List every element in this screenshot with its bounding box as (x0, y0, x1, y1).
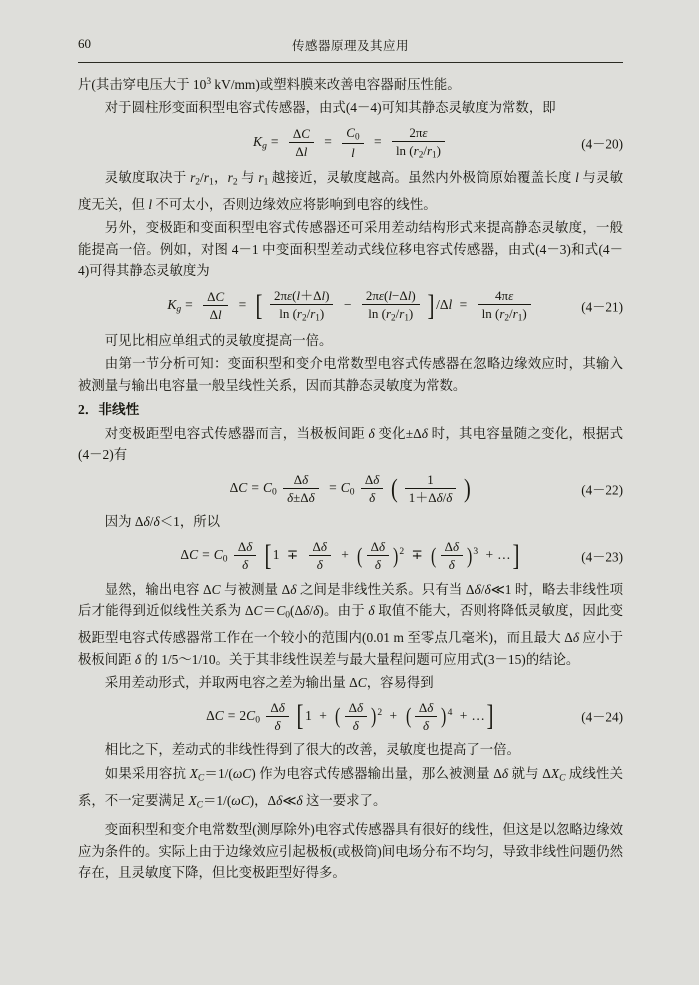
paragraph-5: 可见比相应单组式的灵敏度提高一倍。 (104, 332, 333, 348)
paragraph-12: 如果采用容抗 $X_C=1/(\omega C)$ 作为电容式传感器输出量，那么被测量 Δδ 就与 $\Delta X_C$ 成线性关系，不一定要满足 $X_C=1/(\omega C)$，Δδ≪δ 这一要求了。 (78, 765, 623, 811)
section-heading-nonlinearity: 2．非线性 (78, 402, 140, 418)
equation-4-21-number: (4－21) (581, 299, 623, 315)
equation-4-23-row (78, 539, 623, 573)
paragraph-9: 显然，输出电容 ΔC 与被测量 Δδ 之间是非线性关系。只有当 Δδ/δ≪1 时，略去非线性项后才能得到近似线性关系为 $\Delta C=C_0(\Delta\delta/\delta)$。由于 δ 取值不能大，否则将降低灵敏度，因此变极距型电容式传感器常工作在一个较小的范围内(0.01 m 至零点几毫米)，而且最大 Δδ 应小于极板间距 δ 的 1/5～1/10。关于其非线性误差与最大量程问题可应用式(3－15)的结论。 (78, 581, 623, 667)
equation-4-23-number: (4－23) (581, 549, 623, 565)
paragraph-10: 采用差动形式，并取两电容之差为输出量 ΔC，容易得到 (104, 675, 434, 691)
equation-4-21: $K_g$ = $\frac{\Delta C}{\Delta l}$ = [ $\frac{2\pi\varepsilon(l+\Delta l)}{\ln (r_2/r_1)}$ − $\frac{2\pi\varepsilon(l-\Delta l)}{\ln (r_2/r_1)}$ ] /Δl = $\frac{4\pi\varepsilon}{\ln (r_2/r_1)}$ (78, 288, 623, 324)
equation-4-24-number: (4－24) (581, 709, 623, 725)
header-rule (78, 62, 623, 63)
paragraph-13: 变面积型和变介电常数型(测厚除外)电容式传感器具有很好的线性，但这是以忽略边缘效应为条件的。实际上由于边缘效应引起极板(或极筒)间电场分布不均匀，导致非线性问题仍然存在，且灵敏度下降，但比变极距型好得多。 (78, 822, 623, 881)
equation-4-22: $\Delta C = C_0$ $\frac{\Delta\delta}{\delta\pm\Delta\delta}$ = $C_0$ $\frac{\Delta\delta}{\delta}$ ( $\frac{1}{1+\Delta\delta/\delta}$ ) (229, 471, 471, 506)
page-header (78, 34, 623, 56)
paragraph-2: 对于圆柱形变面积型电容式传感器，由式(4－4)可知其静态灵敏度为常数，即 (104, 100, 556, 116)
equation-4-20-number: (4－20) (581, 136, 623, 152)
equation-4-20: $K_g$ = $\frac{\Delta C}{\Delta l}$ = $\frac{C_0}{l}$ = $\frac{2\pi\varepsilon}{\ln (r_2/r_1)}$ (78, 125, 623, 161)
equation-4-23: $\Delta C = C_0$ $\frac{\Delta\delta}{\delta}$ [ 1 ∓ $\frac{\Delta\delta}{\delta}$ + ( $\frac{\Delta\delta}{\delta}$ )$^2$ ∓ ( $\frac{\Delta\delta}{\delta}$ )$^3$ + …] (180, 538, 520, 573)
paragraph-7: 对变极距型电容式传感器而言，当极板间距 δ 变化±Δδ 时，其电容量随之变化，根据式(4－2)有 (78, 425, 623, 463)
paragraph-8: 因为 Δδ/δ＜1，所以 (104, 514, 221, 530)
equation-4-24: $\Delta C = 2C_0$ $\frac{\Delta\delta}{\delta}$ [ 1 + ( $\frac{\Delta\delta}{\delta}$ )$^2$ + ( $\frac{\Delta\delta}{\delta}$ )$^4$ + …] (206, 699, 494, 733)
running-title: 传感器原理及其应用 (291, 39, 409, 53)
page-content (78, 34, 623, 886)
equation-4-22-row (78, 472, 623, 506)
equation-4-20-row (78, 125, 623, 161)
paragraph-11: 相比之下，差动式的非线性得到了很大的改善，灵敏度也提高了一倍。 (104, 742, 520, 758)
equation-4-21-row (78, 288, 623, 324)
paragraph-4: 另外，变极距和变面积型电容式传感器还可采用差动结构形式来提高静态灵敏度，一般能提高一倍。例如，对图 4－1 中变面积型差动式线位移电容式传感器，由式(4－3)和式(4－4)可得其静态灵敏度为 (78, 220, 623, 279)
equation-4-24-row (78, 700, 623, 734)
page-number: 60 (78, 36, 91, 51)
paragraph-1: 片(其击穿电压大于 $10^3$ kV/mm)或塑料膜来改善电容器耐压性能。 (78, 76, 461, 92)
equation-4-22-number: (4－22) (581, 482, 623, 498)
paragraph-3: 灵敏度取决于 $r_2/r_1$，$r_2$ 与 $r_1$ 越接近，灵敏度越高。虽然内外极筒原始覆盖长度 l 与灵敏度无关，但 l 不可太小，否则边缘效应将影响到电容的线性。 (78, 169, 623, 212)
paragraph-6: 由第一节分析可知：变面积型和变介电常数型电容式传感器在忽略边缘效应时，其输入被测量与输出电容量一般呈线性关系，因而其静态灵敏度为常数。 (78, 356, 623, 393)
